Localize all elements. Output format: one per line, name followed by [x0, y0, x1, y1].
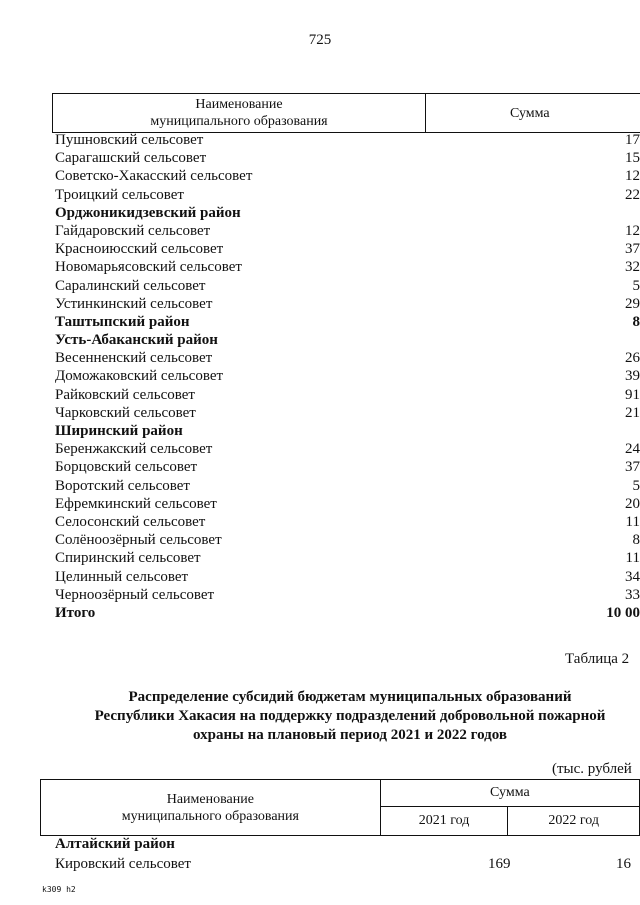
- row-name: Черноозёрный сельсовет: [55, 586, 215, 603]
- table-row: [52, 422, 640, 440]
- row-name: Весенненский сельсовет: [55, 350, 213, 367]
- row-name: Беренжакский сельсовет: [55, 441, 213, 458]
- row-name: Алтайский район: [55, 836, 175, 852]
- table-row: [52, 440, 640, 458]
- row-name: Саралинский сельсовет: [55, 277, 206, 294]
- row-name: Итого: [55, 604, 96, 621]
- row-value: 91: [625, 386, 640, 403]
- table2-caption: [30, 688, 640, 745]
- table1-header-sum: Сумма: [426, 94, 640, 133]
- row-name: Селосонский сельсовет: [55, 513, 206, 530]
- table1-body: [52, 131, 640, 622]
- row-value: 11: [625, 550, 640, 567]
- table1-header-name: [53, 94, 426, 133]
- table-row: [52, 131, 640, 149]
- table-row: [52, 404, 640, 422]
- table-row: [52, 349, 640, 367]
- row-name: Устинкинский сельсовет: [55, 295, 213, 312]
- row-value: 10 00: [606, 604, 640, 621]
- row-name: Кировский сельсовет: [55, 856, 191, 872]
- table-row: [52, 834, 640, 854]
- row-value: 11: [625, 513, 640, 530]
- row-value: 5: [632, 477, 640, 494]
- table1-header: [52, 93, 640, 133]
- table2-header-2021: 2021 год: [380, 807, 508, 836]
- table-row: [52, 386, 640, 404]
- row-name: Советско-Хакасский сельсовет: [55, 168, 253, 185]
- table-row: [52, 167, 640, 185]
- table-row: [52, 258, 640, 276]
- row-value: 5: [632, 277, 640, 294]
- table-row: [52, 513, 640, 531]
- row-name: Ширинский район: [55, 423, 183, 439]
- row-value: 37: [625, 459, 640, 476]
- table-row: [52, 495, 640, 513]
- table2-body: [52, 834, 640, 874]
- row-value-2022: 16: [616, 856, 631, 872]
- table1-header-name-line1: Наименование: [195, 97, 283, 112]
- row-value: 33: [625, 586, 640, 603]
- table-row: [52, 295, 640, 313]
- row-value: 8: [632, 532, 640, 549]
- row-value: 32: [625, 259, 640, 276]
- row-name: Доможаковский сельсовет: [55, 368, 224, 385]
- row-value: 26: [625, 350, 640, 367]
- caption-line1: Распределение субсидий бюджетам муниципальных образований: [128, 689, 572, 705]
- table2-header-sum: Сумма: [380, 780, 639, 807]
- table-row: [52, 149, 640, 167]
- footer-code: k309 h2: [42, 885, 76, 894]
- row-value: 21: [625, 404, 640, 421]
- table-row: [52, 458, 640, 476]
- row-name: Гайдаровский сельсовет: [55, 222, 211, 239]
- row-name: Таштыпский район: [55, 313, 190, 330]
- row-value: 20: [625, 495, 640, 512]
- row-name: Орджоникидзевский район: [55, 204, 241, 221]
- table-row: [52, 331, 640, 349]
- row-name: Троицкий сельсовет: [55, 186, 184, 203]
- row-name: Красноиюсский сельсовет: [55, 241, 224, 258]
- table-row: [52, 277, 640, 295]
- table1-header-name-line2: муниципального образования: [150, 114, 328, 129]
- row-name: Чарковский сельсовет: [55, 404, 196, 421]
- row-value: 24: [625, 441, 640, 458]
- row-value: 15: [625, 150, 640, 167]
- table-row: [52, 204, 640, 222]
- table-row: [52, 222, 640, 240]
- row-value-2021: 169: [488, 856, 511, 872]
- row-name: Борцовский сельсовет: [55, 459, 198, 476]
- caption-line2: Республики Хакасия на поддержку подразделений добровольной пожарной: [94, 708, 606, 724]
- row-name: Новомарьясовский сельсовет: [55, 259, 242, 276]
- table-label: Таблица 2: [565, 651, 630, 667]
- row-value: 22: [625, 186, 640, 203]
- table-row: [52, 313, 640, 331]
- row-value: 34: [625, 568, 640, 585]
- table-row: [52, 568, 640, 586]
- table-row: [52, 854, 640, 874]
- row-value: 39: [625, 368, 640, 385]
- table2-header-name: [41, 780, 381, 836]
- table2-header-name-line2: муниципального образования: [121, 808, 299, 824]
- units-label: (тыс. рублей: [552, 761, 632, 777]
- row-name: Пушновский сельсовет: [55, 132, 204, 148]
- table2-header-2022: 2022 год: [508, 807, 640, 836]
- table-row: [52, 240, 640, 258]
- row-name: Солёноозёрный сельсовет: [55, 532, 222, 549]
- row-value: 12: [625, 222, 640, 239]
- row-value: 17: [625, 132, 640, 148]
- row-value: 12: [625, 168, 640, 185]
- row-name: Ефремкинский сельсовет: [55, 495, 217, 512]
- row-name: Воротский сельсовет: [55, 477, 190, 494]
- row-name: Спиринский сельсовет: [55, 550, 201, 567]
- table-row: [52, 531, 640, 549]
- table2-header-name-line1: Наименование: [166, 791, 254, 807]
- row-name: Сарагашский сельсовет: [55, 150, 207, 167]
- table-row: [52, 477, 640, 495]
- row-value: 37: [625, 241, 640, 258]
- table2-header: [40, 779, 640, 836]
- table-row: [52, 586, 640, 604]
- table-row: [52, 549, 640, 567]
- caption-line3: охраны на плановый период 2021 и 2022 годов: [193, 727, 507, 743]
- table-row: [52, 604, 640, 622]
- row-name: Усть-Абаканский район: [55, 332, 218, 349]
- row-value: 29: [625, 295, 640, 312]
- row-value: 8: [632, 313, 640, 330]
- table-row: [52, 367, 640, 385]
- page-number: 725: [308, 32, 332, 48]
- row-name: Райковский сельсовет: [55, 386, 195, 403]
- row-name: Целинный сельсовет: [55, 568, 189, 585]
- table-row: [52, 186, 640, 204]
